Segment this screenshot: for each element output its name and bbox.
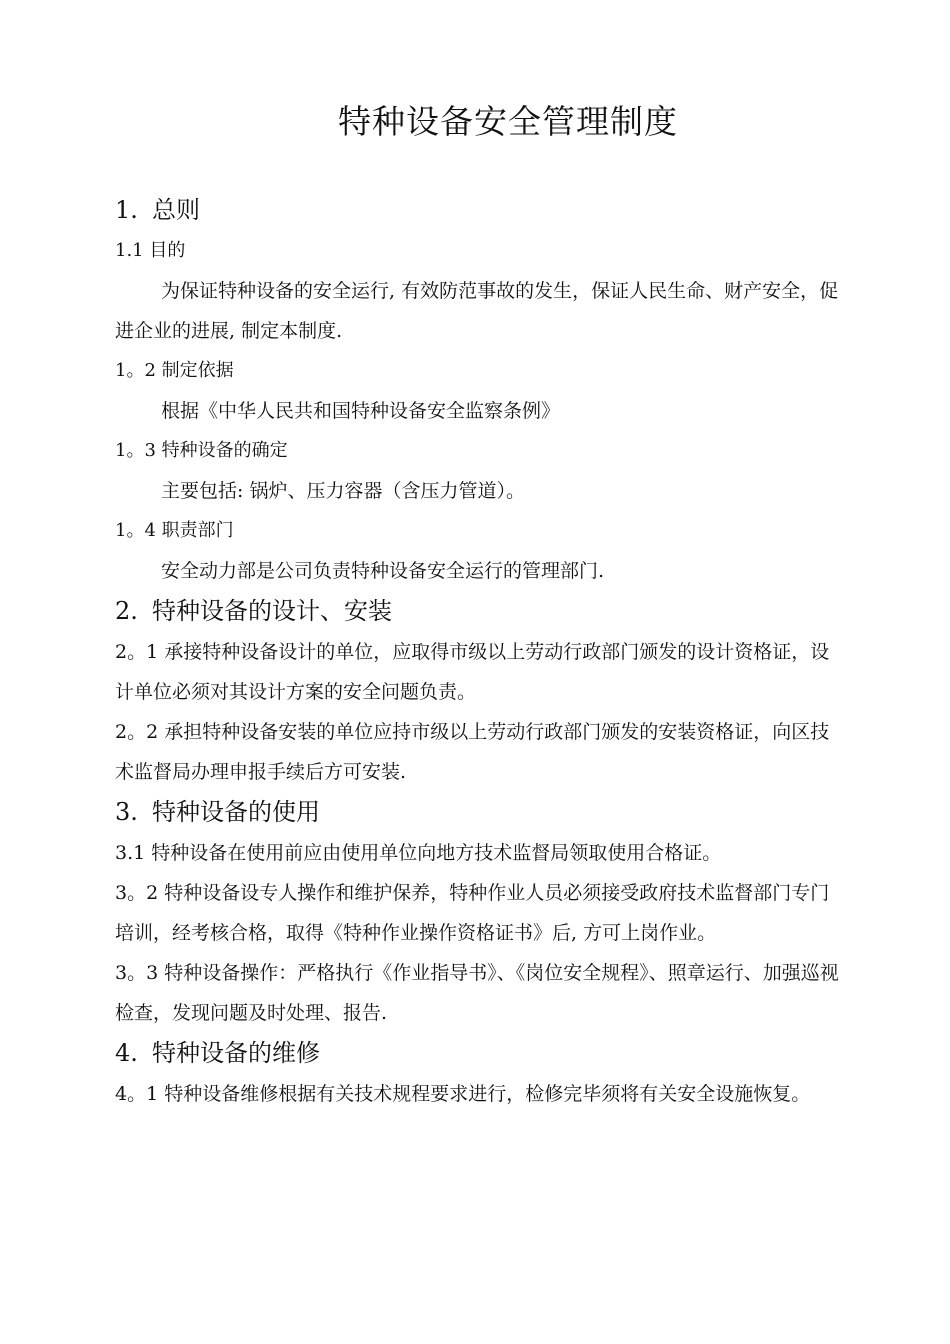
section-title: 特种设备的维修 <box>152 1039 320 1067</box>
paragraph: 3.1 特种设备在使用前应由使用单位向地方技术监督局领取使用合格证。 <box>115 842 722 864</box>
section-title: 特种设备的使用 <box>152 798 320 826</box>
paragraph: 3。2 特种设备设专人操作和维护保养，特种作业人员必须接受政府技术监督部门专门培训，经考核合格，取得《特种作业操作资格证书》后, 方可上岗作业。 <box>115 882 830 944</box>
paragraph: 安全动力部是公司负责特种设备安全运行的管理部门. <box>161 560 605 582</box>
section-title: 特种设备的设计、安装 <box>152 597 392 625</box>
paragraph: 根据《中华人民共和国特种设备安全监察条例》 <box>161 400 561 422</box>
section-number: 1. <box>115 196 138 224</box>
paragraph: 4。1 特种设备维修根据有关技术规程要求进行，检修完毕须将有关安全设施恢复。 <box>115 1083 811 1105</box>
paragraph: 为保证特种设备的安全运行, 有效防范事故的发生，保证人民生命、财产安全，促进企业的进展, 制定本制度. <box>115 280 839 342</box>
subsection-label: 1.1 目的 <box>115 240 186 261</box>
section-heading-2 <box>115 593 840 632</box>
paragraph: 2。1 承接特种设备设计的单位，应取得市级以上劳动行政部门颁发的设计资格证，设计单位必须对其设计方案的安全问题负责。 <box>115 641 830 703</box>
subsection-label: 1。2 制定依据 <box>115 360 234 381</box>
section-title: 总则 <box>152 196 200 224</box>
paragraph: 2。2 承担特种设备安装的单位应持市级以上劳动行政部门颁发的安装资格证，向区技术监督局办理申报手续后方可安装. <box>115 721 830 783</box>
document-title: 特种设备安全管理制度 <box>338 102 678 141</box>
document-body <box>115 192 840 1114</box>
section-number: 4. <box>115 1039 138 1067</box>
subsection-label: 1。3 特种设备的确定 <box>115 440 288 461</box>
subsection-label: 1。4 职责部门 <box>115 520 234 541</box>
paragraph: 3。3 特种设备操作：严格执行《作业指导书》、《岗位安全规程》、照章运行、加强巡视检查，发现问题及时处理、报告. <box>115 962 839 1024</box>
section-number: 3. <box>115 798 138 826</box>
section-heading-4 <box>115 1035 840 1074</box>
section-heading-1 <box>115 192 840 231</box>
paragraph: 主要包括: 锅炉、压力容器（含压力管道）。 <box>161 480 525 502</box>
section-number: 2. <box>115 597 138 625</box>
section-heading-3 <box>115 794 840 833</box>
